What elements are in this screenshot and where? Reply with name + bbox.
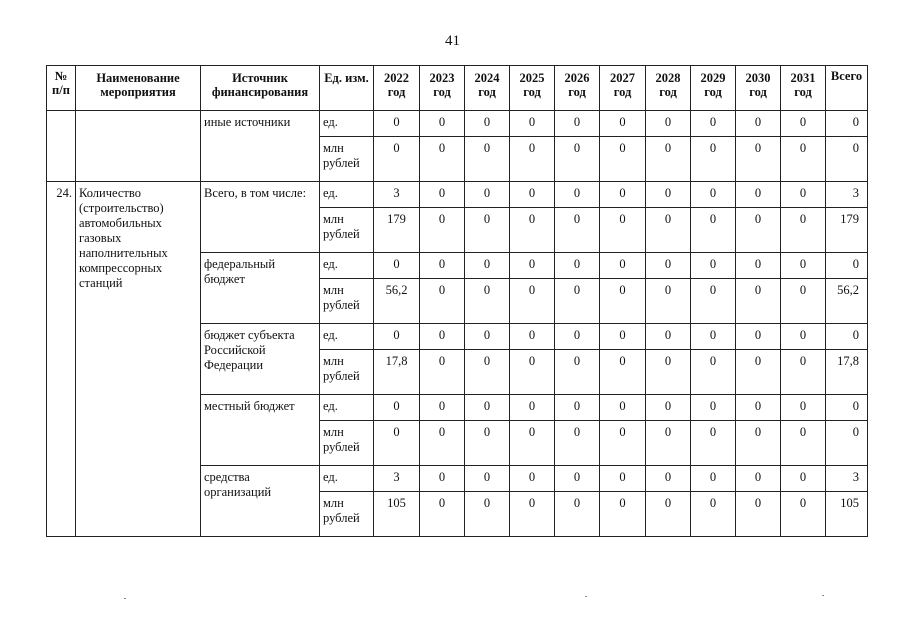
value-cell: 0 xyxy=(736,137,781,182)
value-cell: 0 xyxy=(510,137,555,182)
header-number: № п/п xyxy=(47,66,76,111)
value-cell: 0 xyxy=(420,395,465,421)
value-cell: 0 xyxy=(691,208,736,253)
header-year: 2024 год xyxy=(465,66,510,111)
total-cell: 3 xyxy=(826,466,868,492)
value-cell: 0 xyxy=(600,253,646,279)
unit-cell: ед. xyxy=(320,253,374,279)
value-cell: 0 xyxy=(465,350,510,395)
value-cell: 0 xyxy=(555,253,600,279)
row-number-cell: 24. xyxy=(47,182,76,537)
total-cell: 0 xyxy=(826,421,868,466)
value-cell: 0 xyxy=(465,279,510,324)
value-cell: 0 xyxy=(781,182,826,208)
value-cell: 0 xyxy=(510,466,555,492)
value-cell: 0 xyxy=(691,279,736,324)
unit-cell: млн рублей xyxy=(320,492,374,537)
value-cell: 0 xyxy=(646,111,691,137)
value-cell: 0 xyxy=(781,421,826,466)
value-cell: 0 xyxy=(600,182,646,208)
header-year: 2026 год xyxy=(555,66,600,111)
value-cell: 0 xyxy=(555,350,600,395)
header-year: 2027 год xyxy=(600,66,646,111)
value-cell: 0 xyxy=(555,137,600,182)
table-row xyxy=(47,182,868,208)
value-cell: 0 xyxy=(691,253,736,279)
value-cell: 0 xyxy=(510,395,555,421)
value-cell: 0 xyxy=(420,253,465,279)
value-cell: 0 xyxy=(600,279,646,324)
value-cell: 0 xyxy=(691,350,736,395)
value-cell: 0 xyxy=(781,324,826,350)
unit-cell: млн рублей xyxy=(320,279,374,324)
value-cell: 0 xyxy=(691,492,736,537)
funding-source-cell: местный бюджет xyxy=(201,395,320,466)
value-cell: 0 xyxy=(600,208,646,253)
header-year: 2023 год xyxy=(420,66,465,111)
total-cell: 17,8 xyxy=(826,350,868,395)
value-cell: 0 xyxy=(691,111,736,137)
value-cell: 0 xyxy=(646,253,691,279)
value-cell: 0 xyxy=(420,492,465,537)
value-cell: 0 xyxy=(420,350,465,395)
value-cell: 0 xyxy=(781,492,826,537)
funding-source-cell: бюджет субъекта Российской Федерации xyxy=(201,324,320,395)
value-cell: 0 xyxy=(420,208,465,253)
unit-cell: ед. xyxy=(320,111,374,137)
row-number-cell xyxy=(47,111,76,182)
value-cell: 0 xyxy=(465,137,510,182)
value-cell: 17,8 xyxy=(374,350,420,395)
value-cell: 0 xyxy=(510,324,555,350)
funding-source-cell: Всего, в том числе: xyxy=(201,182,320,253)
value-cell: 0 xyxy=(646,137,691,182)
value-cell: 0 xyxy=(465,421,510,466)
value-cell: 0 xyxy=(510,421,555,466)
value-cell: 0 xyxy=(510,350,555,395)
value-cell: 0 xyxy=(600,395,646,421)
value-cell: 0 xyxy=(691,324,736,350)
header-year: 2029 год xyxy=(691,66,736,111)
value-cell: 0 xyxy=(420,421,465,466)
total-cell: 0 xyxy=(826,324,868,350)
value-cell: 0 xyxy=(781,111,826,137)
header-year: 2031 год xyxy=(781,66,826,111)
value-cell: 3 xyxy=(374,466,420,492)
funding-source-cell: средства организаций xyxy=(201,466,320,537)
value-cell: 0 xyxy=(736,208,781,253)
value-cell: 0 xyxy=(646,208,691,253)
value-cell: 0 xyxy=(691,421,736,466)
value-cell: 0 xyxy=(646,324,691,350)
unit-cell: млн рублей xyxy=(320,421,374,466)
value-cell: 0 xyxy=(465,466,510,492)
value-cell: 0 xyxy=(510,182,555,208)
value-cell: 0 xyxy=(465,324,510,350)
value-cell: 0 xyxy=(555,111,600,137)
value-cell: 0 xyxy=(510,492,555,537)
value-cell: 0 xyxy=(736,111,781,137)
value-cell: 0 xyxy=(691,466,736,492)
value-cell: 0 xyxy=(420,324,465,350)
value-cell: 0 xyxy=(736,466,781,492)
value-cell: 0 xyxy=(555,208,600,253)
value-cell: 0 xyxy=(465,182,510,208)
funding-source-cell: иные источники xyxy=(201,111,320,182)
total-cell: 179 xyxy=(826,208,868,253)
header-source: Источник финансирования xyxy=(201,66,320,111)
value-cell: 105 xyxy=(374,492,420,537)
value-cell: 0 xyxy=(465,208,510,253)
value-cell: 0 xyxy=(555,421,600,466)
unit-cell: ед. xyxy=(320,324,374,350)
value-cell: 0 xyxy=(555,492,600,537)
value-cell: 0 xyxy=(736,279,781,324)
value-cell: 0 xyxy=(420,466,465,492)
total-cell: 56,2 xyxy=(826,279,868,324)
header-year: 2030 год xyxy=(736,66,781,111)
value-cell: 0 xyxy=(736,492,781,537)
value-cell: 0 xyxy=(465,395,510,421)
value-cell: 0 xyxy=(781,137,826,182)
table-header-row xyxy=(47,66,868,111)
value-cell: 0 xyxy=(600,466,646,492)
financing-table xyxy=(46,65,868,537)
table-body xyxy=(47,111,868,537)
value-cell: 0 xyxy=(420,279,465,324)
value-cell: 0 xyxy=(420,137,465,182)
unit-cell: ед. xyxy=(320,466,374,492)
value-cell: 0 xyxy=(646,492,691,537)
value-cell: 0 xyxy=(465,492,510,537)
value-cell: 0 xyxy=(374,324,420,350)
value-cell: 0 xyxy=(510,208,555,253)
funding-source-cell: федеральный бюджет xyxy=(201,253,320,324)
value-cell: 0 xyxy=(691,395,736,421)
value-cell: 0 xyxy=(646,182,691,208)
header-year: 2025 год xyxy=(510,66,555,111)
value-cell: 0 xyxy=(646,395,691,421)
measure-name-cell: Количество (строительство) автомобильных газовых наполнительных компрессорных станций xyxy=(76,182,201,537)
value-cell: 0 xyxy=(736,324,781,350)
value-cell: 0 xyxy=(646,466,691,492)
total-cell: 0 xyxy=(826,253,868,279)
value-cell: 0 xyxy=(374,137,420,182)
value-cell: 0 xyxy=(600,350,646,395)
value-cell: 0 xyxy=(736,395,781,421)
total-cell: 0 xyxy=(826,395,868,421)
total-cell: 105 xyxy=(826,492,868,537)
header-year: 2028 год xyxy=(646,66,691,111)
value-cell: 3 xyxy=(374,182,420,208)
unit-cell: ед. xyxy=(320,395,374,421)
unit-cell: млн рублей xyxy=(320,137,374,182)
value-cell: 0 xyxy=(736,350,781,395)
value-cell: 0 xyxy=(691,182,736,208)
value-cell: 0 xyxy=(465,253,510,279)
value-cell: 0 xyxy=(465,111,510,137)
value-cell: 0 xyxy=(781,466,826,492)
value-cell: 179 xyxy=(374,208,420,253)
value-cell: 0 xyxy=(781,279,826,324)
value-cell: 0 xyxy=(781,208,826,253)
page-number: 41 xyxy=(445,33,460,49)
total-cell: 3 xyxy=(826,182,868,208)
value-cell: 0 xyxy=(555,395,600,421)
value-cell: 0 xyxy=(646,279,691,324)
value-cell: 0 xyxy=(600,492,646,537)
value-cell: 0 xyxy=(736,182,781,208)
unit-cell: ед. xyxy=(320,182,374,208)
value-cell: 0 xyxy=(555,324,600,350)
value-cell: 0 xyxy=(646,350,691,395)
value-cell: 0 xyxy=(736,421,781,466)
value-cell: 56,2 xyxy=(374,279,420,324)
value-cell: 0 xyxy=(646,421,691,466)
value-cell: 0 xyxy=(374,253,420,279)
value-cell: 0 xyxy=(420,111,465,137)
value-cell: 0 xyxy=(600,137,646,182)
value-cell: 0 xyxy=(374,111,420,137)
value-cell: 0 xyxy=(374,395,420,421)
header-unit: Ед. изм. xyxy=(320,66,374,111)
header-year: 2022 год xyxy=(374,66,420,111)
value-cell: 0 xyxy=(781,350,826,395)
total-cell: 0 xyxy=(826,111,868,137)
value-cell: 0 xyxy=(736,253,781,279)
unit-cell: млн рублей xyxy=(320,350,374,395)
value-cell: 0 xyxy=(555,466,600,492)
value-cell: 0 xyxy=(555,279,600,324)
header-name: Наименование мероприятия xyxy=(76,66,201,111)
value-cell: 0 xyxy=(781,395,826,421)
value-cell: 0 xyxy=(600,324,646,350)
value-cell: 0 xyxy=(510,253,555,279)
value-cell: 0 xyxy=(510,111,555,137)
value-cell: 0 xyxy=(555,182,600,208)
value-cell: 0 xyxy=(600,111,646,137)
value-cell: 0 xyxy=(781,253,826,279)
total-cell: 0 xyxy=(826,137,868,182)
value-cell: 0 xyxy=(374,421,420,466)
value-cell: 0 xyxy=(420,182,465,208)
table-row xyxy=(47,111,868,137)
value-cell: 0 xyxy=(510,279,555,324)
measure-name-cell xyxy=(76,111,201,182)
value-cell: 0 xyxy=(691,137,736,182)
value-cell: 0 xyxy=(600,421,646,466)
header-total: Всего xyxy=(826,66,868,111)
unit-cell: млн рублей xyxy=(320,208,374,253)
